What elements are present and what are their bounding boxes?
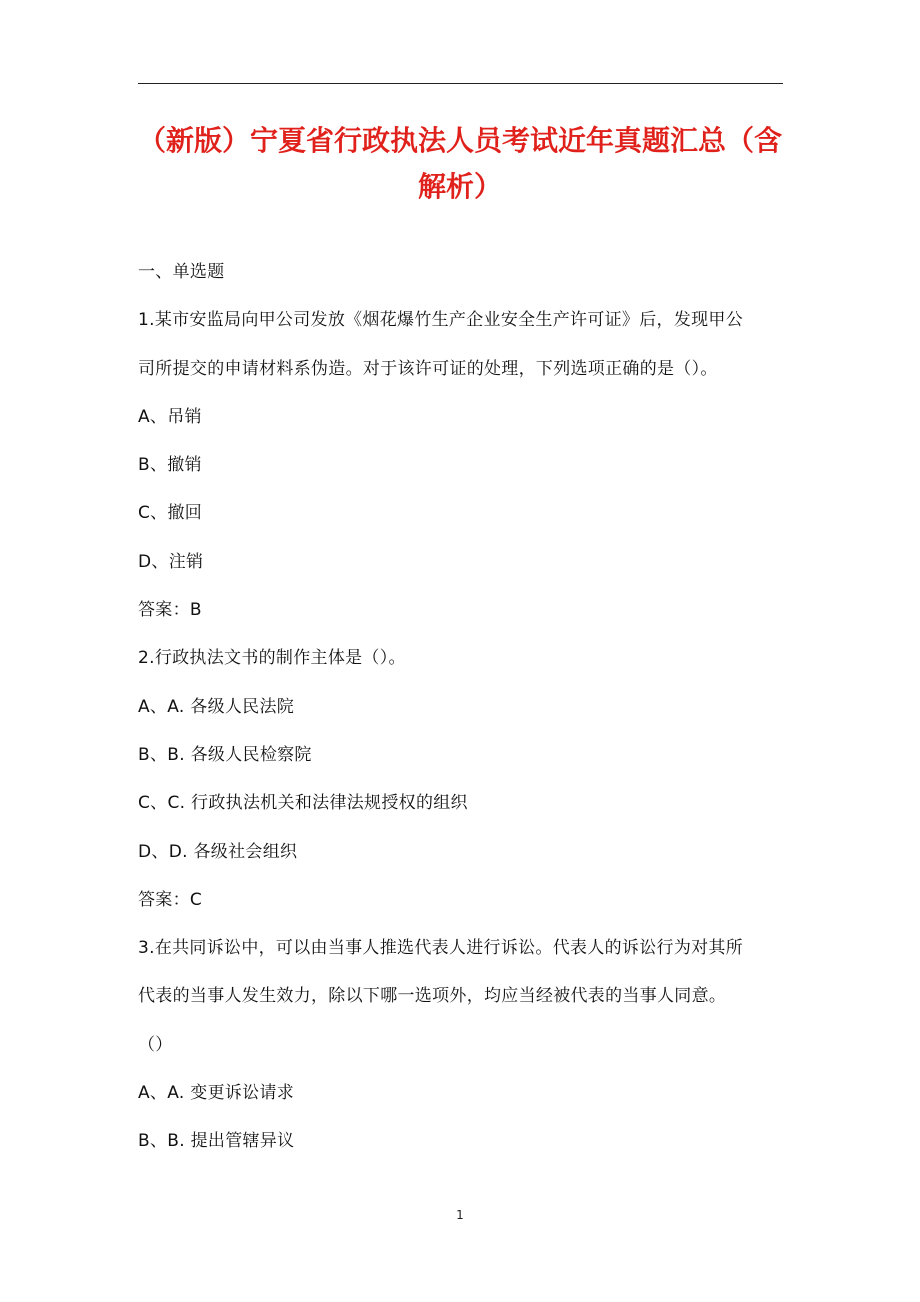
question-1-stem-line-2: 司所提交的申请材料系伪造。对于该许可证的处理，下列选项正确的是（）。 bbox=[138, 358, 718, 379]
question-3-option-b: B、B. 提出管辖异议 bbox=[138, 1131, 295, 1152]
question-1-option-d: D、注销 bbox=[138, 551, 204, 572]
question-2-option-d: D、D. 各级社会组织 bbox=[138, 841, 298, 862]
question-1-option-b: B、撤销 bbox=[138, 455, 202, 476]
section-heading: 一、单选题 bbox=[138, 262, 225, 282]
title-line-2: 解析） bbox=[417, 170, 502, 203]
document-body bbox=[138, 254, 788, 1172]
question-1-stem-line-1: 1.某市安监局向甲公司发放《烟花爆竹生产企业安全生产许可证》后，发现甲公 bbox=[138, 310, 744, 331]
question-1-option-a: A、吊销 bbox=[138, 406, 202, 427]
question-3-stem-line-1: 3.在共同诉讼中，可以由当事人推选代表人进行诉讼。代表人的诉讼行为对其所 bbox=[138, 938, 744, 959]
header-rule bbox=[138, 83, 783, 84]
question-2-option-a: A、A. 各级人民法院 bbox=[138, 696, 295, 717]
question-1-answer: 答案：B bbox=[138, 600, 202, 621]
page-number: 1 bbox=[456, 1208, 464, 1222]
title-line-1: （新版）宁夏省行政执法人员考试近年真题汇总（含 bbox=[137, 124, 782, 157]
question-3-option-a: A、A. 变更诉讼请求 bbox=[138, 1083, 295, 1104]
question-1-option-c: C、撤回 bbox=[138, 503, 203, 524]
question-3-stem-line-3: （） bbox=[138, 1034, 173, 1055]
question-3-stem-line-2: 代表的当事人发生效力，除以下哪一选项外，均应当经被代表的当事人同意。 bbox=[138, 986, 727, 1007]
question-2-answer: 答案：C bbox=[138, 889, 203, 910]
document-title bbox=[120, 118, 800, 210]
question-2-stem: 2.行政执法文书的制作主体是（）。 bbox=[138, 648, 406, 669]
question-2-option-c: C、C. 行政执法机关和法律法规授权的组织 bbox=[138, 793, 468, 814]
question-2-option-b: B、B. 各级人民检察院 bbox=[138, 744, 312, 765]
